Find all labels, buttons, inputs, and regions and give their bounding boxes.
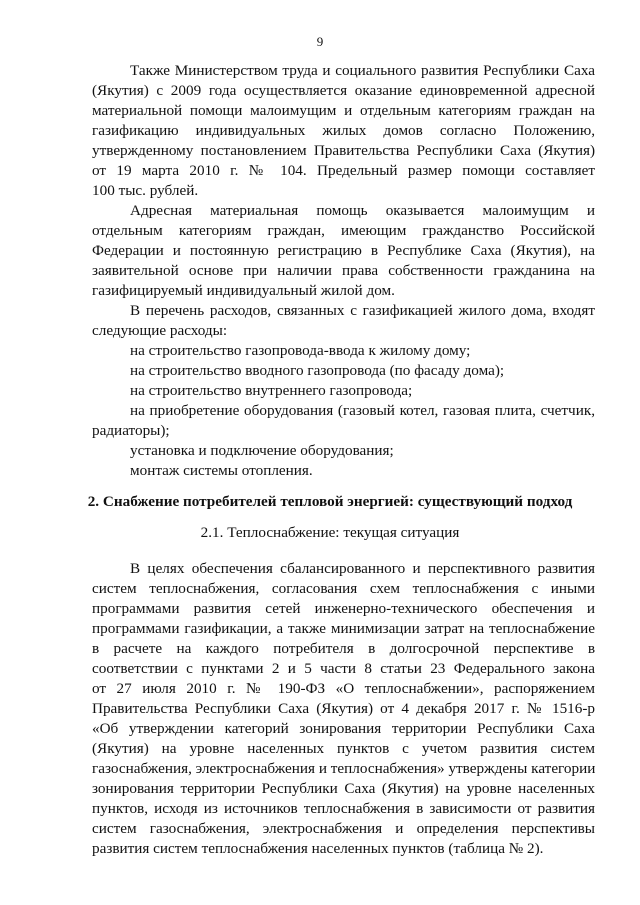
section-heading: 2. Снабжение потребителей тепловой энергией: существующий подход	[87, 493, 573, 510]
text-line: следующие расходы:	[92, 322, 228, 339]
text-line: отдельным категориям граждан, имеющим гражданство Российской	[92, 222, 595, 239]
text-line: Федерации и постоянную регистрацию в Республике Саха (Якутия), на	[92, 242, 595, 259]
text-line: (Якутия) с 2009 года осуществляется оказание единовременной адресной	[92, 82, 595, 99]
list-item: на строительство вводного газопровода (по фасаду дома);	[130, 362, 505, 379]
text-line: систем теплоснабжения, согласования схем теплоснабжения с иными	[92, 580, 595, 597]
text-line: утвержденному постановлением Правительства Республики Саха (Якутия)	[92, 142, 595, 159]
list-item: на приобретение оборудования (газовый котел, газовая плита, счетчик,	[130, 402, 595, 419]
text-line: газоснабжения, электроснабжения и теплоснабжения» утверждены категории	[92, 760, 596, 777]
text-line: Также Министерством труда и социального развития Республики Саха	[130, 62, 595, 79]
text-line: газифицируемый индивидуальный жилой дом.	[92, 282, 395, 299]
text-line: зонирования территории Республики Саха (Якутия) на уровне населенных	[92, 780, 595, 797]
text-line: 100 тыс. рублей.	[92, 182, 199, 199]
text-line: систем газоснабжения, электроснабжения и определения перспективы	[92, 820, 595, 837]
text-line: В перечень расходов, связанных с газификацией жилого дома, входят	[130, 302, 595, 319]
text-line: развития систем теплоснабжения населенных пунктов (таблица № 2).	[92, 840, 544, 857]
text-line: В целях обеспечения сбалансированного и перспективного развития	[130, 560, 595, 577]
text-line: программами газификации, а также минимизации затрат на теплоснабжение	[92, 620, 595, 637]
text-line: от 19 марта 2010 г. № 104. Предельный размер помощи составляет	[92, 162, 595, 179]
text-line: от 27 июля 2010 г. № 190-ФЗ «О теплоснабжении», распоряжением	[92, 680, 595, 697]
text-line: соответствии с пунктами 2 и 5 части 8 статьи 23 Федерального закона	[92, 660, 595, 677]
text-line: заявительной основе при наличии права собственности гражданина на	[92, 262, 595, 279]
list-item: монтаж системы отопления.	[130, 462, 313, 479]
text-line: газификацию индивидуальных жилых домов согласно Положению,	[92, 122, 595, 139]
list-item: радиаторы);	[92, 422, 170, 439]
text-line: в расчете на каждого потребителя в долгосрочной перспективе в	[92, 640, 595, 657]
text-line: материальной помощи малоимущим и отдельным категориям граждан на	[92, 102, 595, 119]
text-line: пунктов, исходя из источников теплоснабжения в зависимости от развития	[92, 800, 595, 817]
text-line: «Об утверждении категорий зонирования территории Республики Саха	[92, 720, 595, 737]
text-line: Правительства Республики Саха (Якутия) от 4 декабря 2017 г. № 1516-р	[92, 700, 595, 717]
text-line: программами развития сетей инженерно-технического обеспечения и	[92, 600, 595, 617]
page-number: 9	[316, 34, 324, 49]
list-item: установка и подключение оборудования;	[130, 442, 394, 459]
list-item: на строительство внутреннего газопровода;	[130, 382, 413, 399]
text-line: Адресная материальная помощь оказывается малоимущим и	[130, 202, 595, 219]
subsection-heading: 2.1. Теплоснабжение: текущая ситуация	[200, 524, 460, 541]
text-line: (Якутия) на уровне населенных пунктов с учетом развития систем	[92, 740, 595, 757]
list-item: на строительство газопровода-ввода к жилому дому;	[130, 342, 471, 359]
